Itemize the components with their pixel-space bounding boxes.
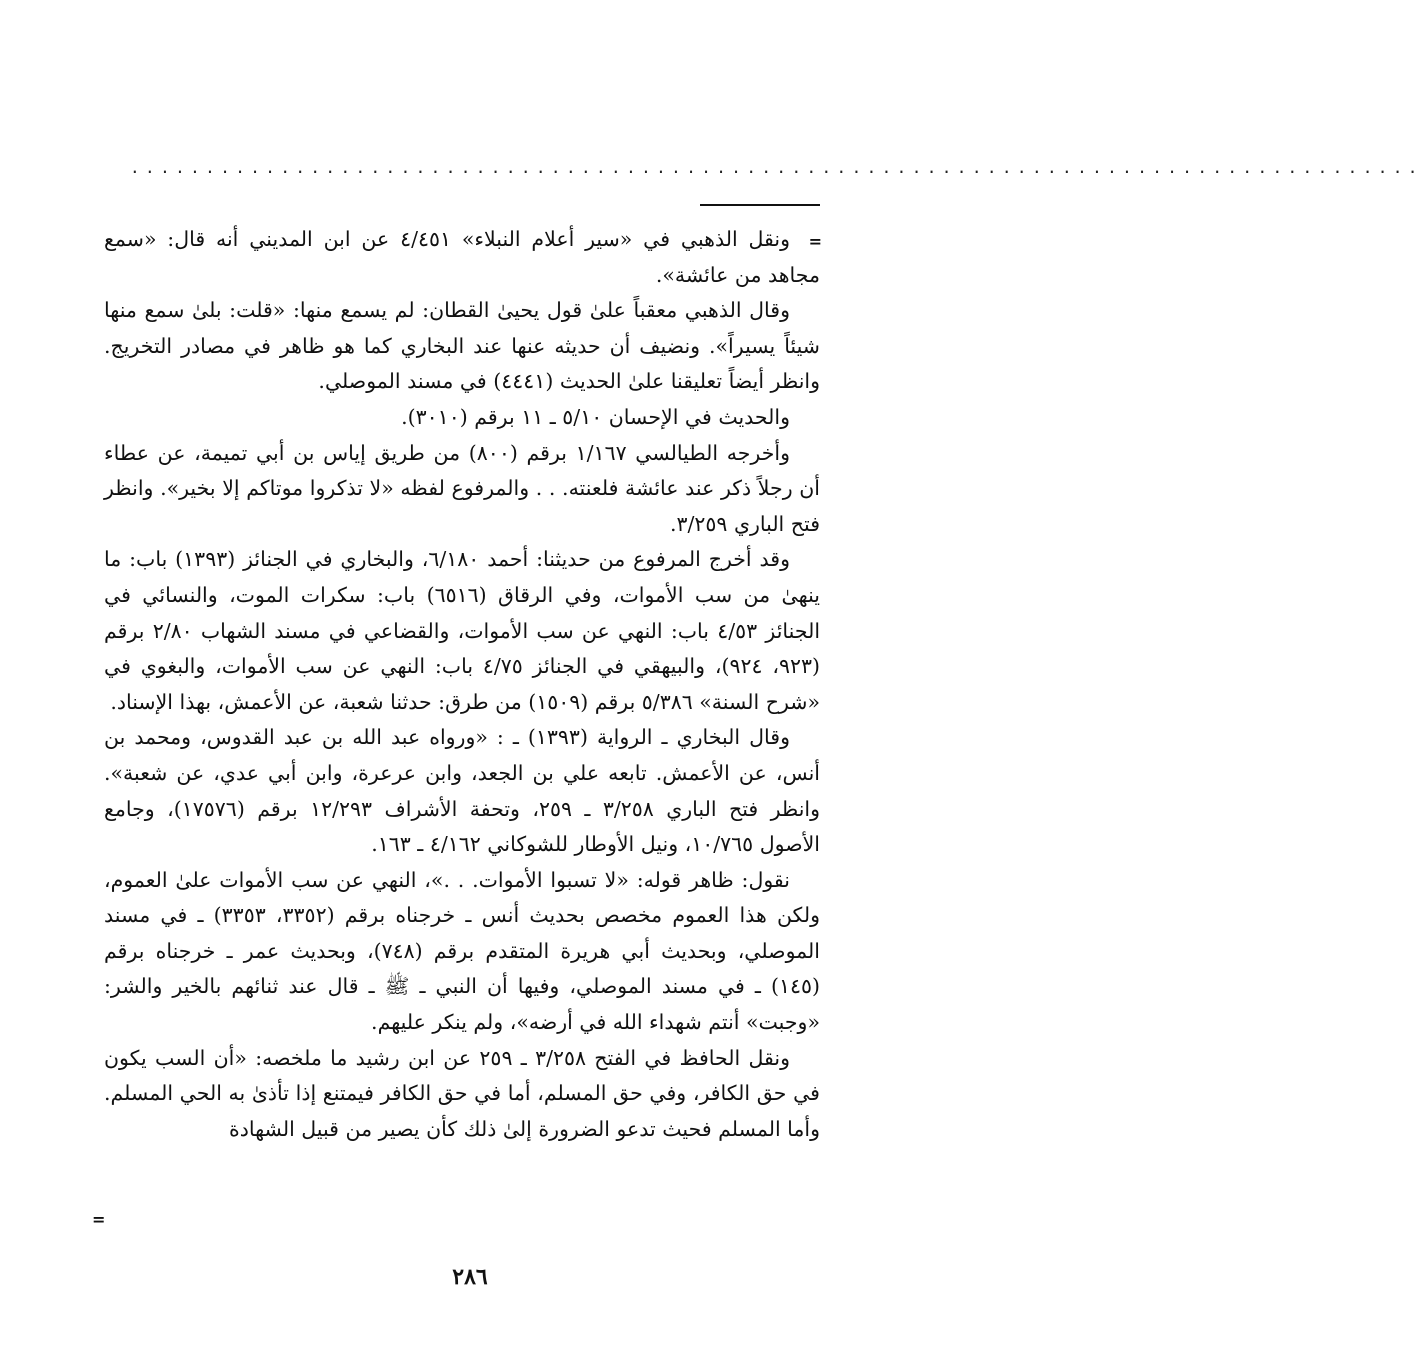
continuation-mark-end: = (92, 1210, 106, 1229)
continuation-mark-start: = (808, 232, 822, 251)
footnote-paragraph: وقال الذهبي معقباً علىٰ قول يحيىٰ القطان: لم يسمع منها: «قلت: بلىٰ سمع منها شيئاً يسيراً». ونضيف أن حديثه عنها عند البخاري كما هو ظاهر في مصادر التخريج. وانظر أيضاً تعليقنا علىٰ الحديث (٤٤٤١) في مسند الموصلي. (104, 298, 820, 394)
footnote-paragraph: وأخرجه الطيالسي ١/١٦٧ برقم (٨٠٠) من طريق إياس بن أبي تميمة، عن عطاء أن رجلاً ذكر عند عائشة فلعنته. . . والمرفوع لفظه «لا تذكروا موتاكم إلا بخير». وانظر فتح الباري ٣/٢٥٩. (104, 440, 820, 536)
footnote-paragraph: ونقل الحافظ في الفتح ٣/٢٥٨ ـ ٢٥٩ عن ابن رشيد ما ملخصه: «أن السب يكون في حق الكافر، وفي حق المسلم، أما في حق الكافر فيمتنع إذا تأذىٰ به الحي المسلم. وأما المسلم فحيث تدعو الضرورة إلىٰ ذلك كأن يصير من قبيل الشهادة (104, 1045, 820, 1141)
footnote-paragraph: وقد أخرج المرفوع من حديثنا: أحمد ٦/١٨٠، والبخاري في الجنائز (١٣٩٣) باب: ما ينهىٰ من سب الأموات، وفي الرقاق (٦٥١٦) باب: سكرات الموت، والنسائي في الجنائز ٤/٥٣ باب: النهي عن سب الأموات، والقضاعي في مسند الشهاب ٢/٨٠ برقم (٩٢٣، ٩٢٤)، والبيهقي في الجنائز ٤/٧٥ باب: النهي عن سب الأموات، والبغوي في «شرح السنة» ٥/٣٨٦ برقم (١٥٠٩) من طرق: حدثنا شعبة، عن الأعمش، بهذا الإسناد. (104, 547, 821, 714)
footnote-paragraph: وقال البخاري ـ الرواية (١٣٩٣) ـ : «ورواه عبد الله بن عبد القدوس، ومحمد بن أنس، عن الأعمش. تابعه علي بن الجعد، وابن عرعرة، وابن أبي عدي، عن شعبة». وانظر فتح الباري ٣/٢٥٨ ـ ٢٥٩، وتحفة الأشراف ١٢/٢٩٣ برقم (١٧٥٧٦)، وجامع الأصول ١٠/٧٦٥، ونيل الأوطار للشوكاني ٤/١٦٢ ـ ١٦٣. (104, 725, 821, 857)
page-number: ٢٨٦ (452, 1264, 488, 1290)
footnote-rule (700, 204, 820, 206)
dotted-separator: ...................................................................................... (130, 158, 1423, 177)
footnote-paragraph: ونقل الذهبي في «سير أعلام النبلاء» ٤/٤٥١ عن ابن المديني أنه قال: «سمع مجاهد من عائشة». (104, 227, 820, 287)
footnote-text (104, 222, 820, 1147)
footnote-paragraph: نقول: ظاهر قوله: «لا تسبوا الأموات. . .»، النهي عن سب الأموات علىٰ العموم، ولكن هذا العموم مخصص بحديث أنس ـ خرجناه برقم (٣٣٥٢، ٣٣٥٣) ـ في مسند الموصلي، وبحديث أبي هريرة المتقدم برقم (٧٤٨)، وبحديث عمر ـ خرجناه برقم (١٤٥) ـ في مسند الموصلي، وفيها أن النبي ـ ﷺ ـ قال عند ثنائهم بالخير والشر: «وجبت» أنتم شهداء الله في أرضه»، ولم ينكر عليهم. (104, 867, 821, 1035)
footnote-paragraph: والحديث في الإحسان ٥/١٠ ـ ١١ برقم (٣٠١٠). (401, 404, 790, 429)
